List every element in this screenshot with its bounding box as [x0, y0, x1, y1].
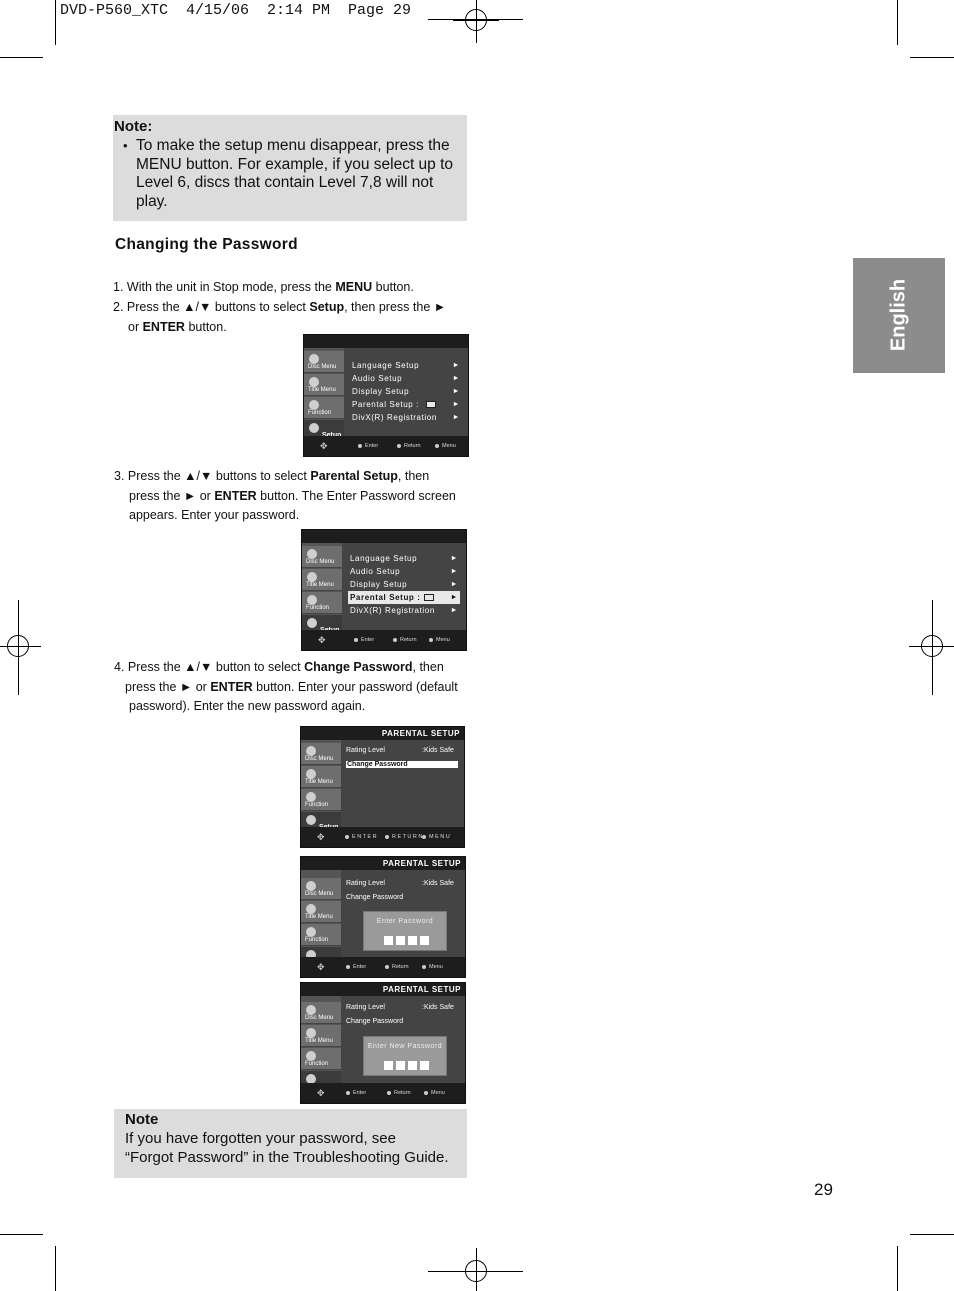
page-number: 29	[814, 1180, 833, 1199]
osd-side-disc-menu: Disc Menu	[304, 351, 344, 373]
password-digit-box	[396, 936, 405, 945]
osd-sidebar	[304, 348, 344, 436]
note-title: Note	[125, 1111, 159, 1128]
disc-icon	[306, 881, 316, 891]
note-text-line1: If you have forgotten your password, see	[125, 1130, 396, 1147]
osd-side-disc-menu: Disc Menu	[302, 546, 342, 568]
rating-level-row: Rating Level :Kids Safe	[346, 1004, 454, 1011]
osd-bottom-bar: ✥ Enter Return Menu	[301, 957, 465, 977]
osd-side-title-menu: Title Menu	[301, 901, 341, 923]
enter-password-screen	[300, 856, 466, 978]
note-title: Note:	[114, 118, 153, 135]
nav-pad-icon: ✥	[317, 1088, 325, 1098]
osd-title: PARENTAL SETUP	[301, 857, 465, 870]
password-digit-box	[420, 1061, 429, 1070]
osd-side-disc-menu: Disc Menu	[301, 878, 341, 900]
osd-title-bar	[302, 530, 466, 543]
nav-pad-icon: ✥	[320, 441, 328, 451]
print-slug: DVD-P560_XTC 4/15/06 2:14 PM Page 29	[60, 2, 412, 19]
osd-bottom-bar: ✥ Enter Return Menu	[302, 630, 466, 650]
osd-sidebar	[301, 996, 341, 1083]
title-icon	[306, 904, 316, 914]
osd-title: PARENTAL SETUP	[301, 727, 464, 740]
registration-mark-icon	[453, 1248, 499, 1291]
osd-side-disc-menu: Disc Menu	[301, 1002, 341, 1024]
note-text-line2: “Forgot Password” in the Troubleshooting Guide.	[125, 1149, 449, 1166]
password-digit-box	[408, 936, 417, 945]
disc-icon	[306, 1005, 316, 1015]
osd-bottom-bar: ✥ Enter Return Menu	[304, 436, 468, 456]
language-tab	[853, 258, 945, 373]
osd-side-function: Function	[304, 397, 344, 419]
osd-side-function: Function	[301, 1048, 341, 1070]
osd-side-title-menu: Title Menu	[301, 766, 341, 788]
crop-mark	[0, 1234, 43, 1235]
section-title: Changing the Password	[115, 236, 298, 253]
note-box	[113, 115, 467, 221]
osd-menu-list	[348, 552, 460, 617]
bullet: •	[123, 138, 128, 153]
osd-side-function: Function	[301, 789, 341, 811]
rating-level-row: Rating Level :Kids Safe	[346, 880, 454, 887]
change-password-row: Change Password	[346, 1018, 404, 1025]
password-digit-box	[384, 1061, 393, 1070]
password-digit-box	[408, 1061, 417, 1070]
osd-menu-list	[350, 359, 462, 424]
osd-item-audio: Audio Setup ►	[350, 567, 458, 576]
rating-level-row: Rating Level :Kids Safe	[346, 747, 454, 754]
crop-mark	[910, 1234, 954, 1235]
disc-icon	[309, 354, 319, 364]
password-digit-box	[396, 1061, 405, 1070]
registration-mark-icon	[909, 623, 954, 669]
function-icon	[307, 595, 317, 605]
note-text: To make the setup menu disappear, press the MENU button. For example, if you select up to Level 6, discs that contain Level 7,8 will not play.	[136, 137, 454, 210]
crop-mark	[0, 57, 43, 58]
change-password-row-selected: Change Password	[346, 761, 458, 768]
osd-item-parental: Parental Setup : ►	[352, 400, 460, 409]
note-box-bottom	[114, 1109, 467, 1178]
language-tab-label: English	[887, 278, 910, 352]
osd-side-disc-menu: Disc Menu	[301, 743, 341, 765]
osd-item-display: Display Setup ►	[352, 387, 460, 396]
osd-bottom-bar: ✥ E N T E R R E T U R N M E N U	[301, 827, 464, 847]
osd-item-audio: Audio Setup ►	[352, 374, 460, 383]
osd-item-display: Display Setup ►	[350, 580, 458, 589]
change-password-row: Change Password	[346, 894, 404, 901]
nav-pad-icon: ✥	[317, 832, 325, 842]
title-icon	[307, 572, 317, 582]
osd-side-title-menu: Title Menu	[302, 569, 342, 591]
osd-side-function: Function	[302, 592, 342, 614]
disc-icon	[306, 746, 316, 756]
title-icon	[306, 1028, 316, 1038]
osd-title-bar	[304, 335, 468, 348]
osd-item-divx: DivX(R) Registration ►	[352, 413, 460, 422]
nav-pad-icon: ✥	[317, 962, 325, 972]
osd-side-title-menu: Title Menu	[301, 1025, 341, 1047]
enter-new-password-screen	[300, 982, 466, 1104]
step-1: 1. With the unit in Stop mode, press the MENU button.	[113, 280, 414, 294]
osd-item-divx: DivX(R) Registration ►	[350, 606, 458, 615]
osd-side-title-menu: Title Menu	[304, 374, 344, 396]
password-digit-box	[384, 936, 393, 945]
crop-mark	[55, 1246, 56, 1291]
osd-sidebar	[301, 740, 341, 827]
registration-mark-icon	[0, 623, 41, 669]
title-icon	[309, 377, 319, 387]
step-3: 3. Press the ▲/▼ buttons to select Parental Setup, then press the ► or ENTER button. The Enter Password screen appears. Enter your password.	[114, 469, 456, 522]
crop-mark	[897, 1246, 898, 1291]
function-icon	[306, 1051, 316, 1061]
osd-title: PARENTAL SETUP	[301, 983, 465, 996]
function-icon	[306, 927, 316, 937]
osd-sidebar	[301, 870, 341, 957]
gear-icon	[307, 618, 317, 628]
crop-mark	[910, 57, 954, 58]
crop-mark	[55, 0, 56, 45]
disc-icon	[307, 549, 317, 559]
osd-item-parental-selected: Parental Setup : ►	[350, 593, 458, 602]
registration-mark-icon	[453, 0, 499, 43]
lock-icon	[424, 594, 434, 601]
step-4: 4. Press the ▲/▼ button to select Change Password, then press the ► or ENTER button. Enter your password (default password). Enter the new password again.	[114, 660, 458, 713]
function-icon	[309, 400, 319, 410]
parental-setup-screen	[300, 726, 465, 848]
setup-menu-screen	[303, 334, 469, 457]
crop-mark	[897, 0, 898, 45]
osd-sidebar	[302, 543, 342, 630]
enter-new-password-dialog: Enter New Password	[363, 1036, 447, 1076]
enter-password-dialog: Enter Password	[363, 911, 447, 951]
setup-menu-parental-selected	[301, 529, 467, 651]
function-icon	[306, 792, 316, 802]
gear-icon	[309, 423, 319, 433]
osd-item-language: Language Setup ►	[350, 554, 458, 563]
osd-item-language: Language Setup ►	[352, 361, 460, 370]
gear-icon	[306, 815, 316, 825]
nav-pad-icon: ✥	[318, 635, 326, 645]
title-icon	[306, 769, 316, 779]
step-2: 2. Press the ▲/▼ buttons to select Setup, then press the ► or ENTER button.	[113, 300, 447, 334]
osd-bottom-bar: ✥ Enter Return Menu	[301, 1083, 465, 1103]
password-digit-box	[420, 936, 429, 945]
osd-side-function: Function	[301, 924, 341, 946]
lock-icon	[426, 401, 436, 408]
